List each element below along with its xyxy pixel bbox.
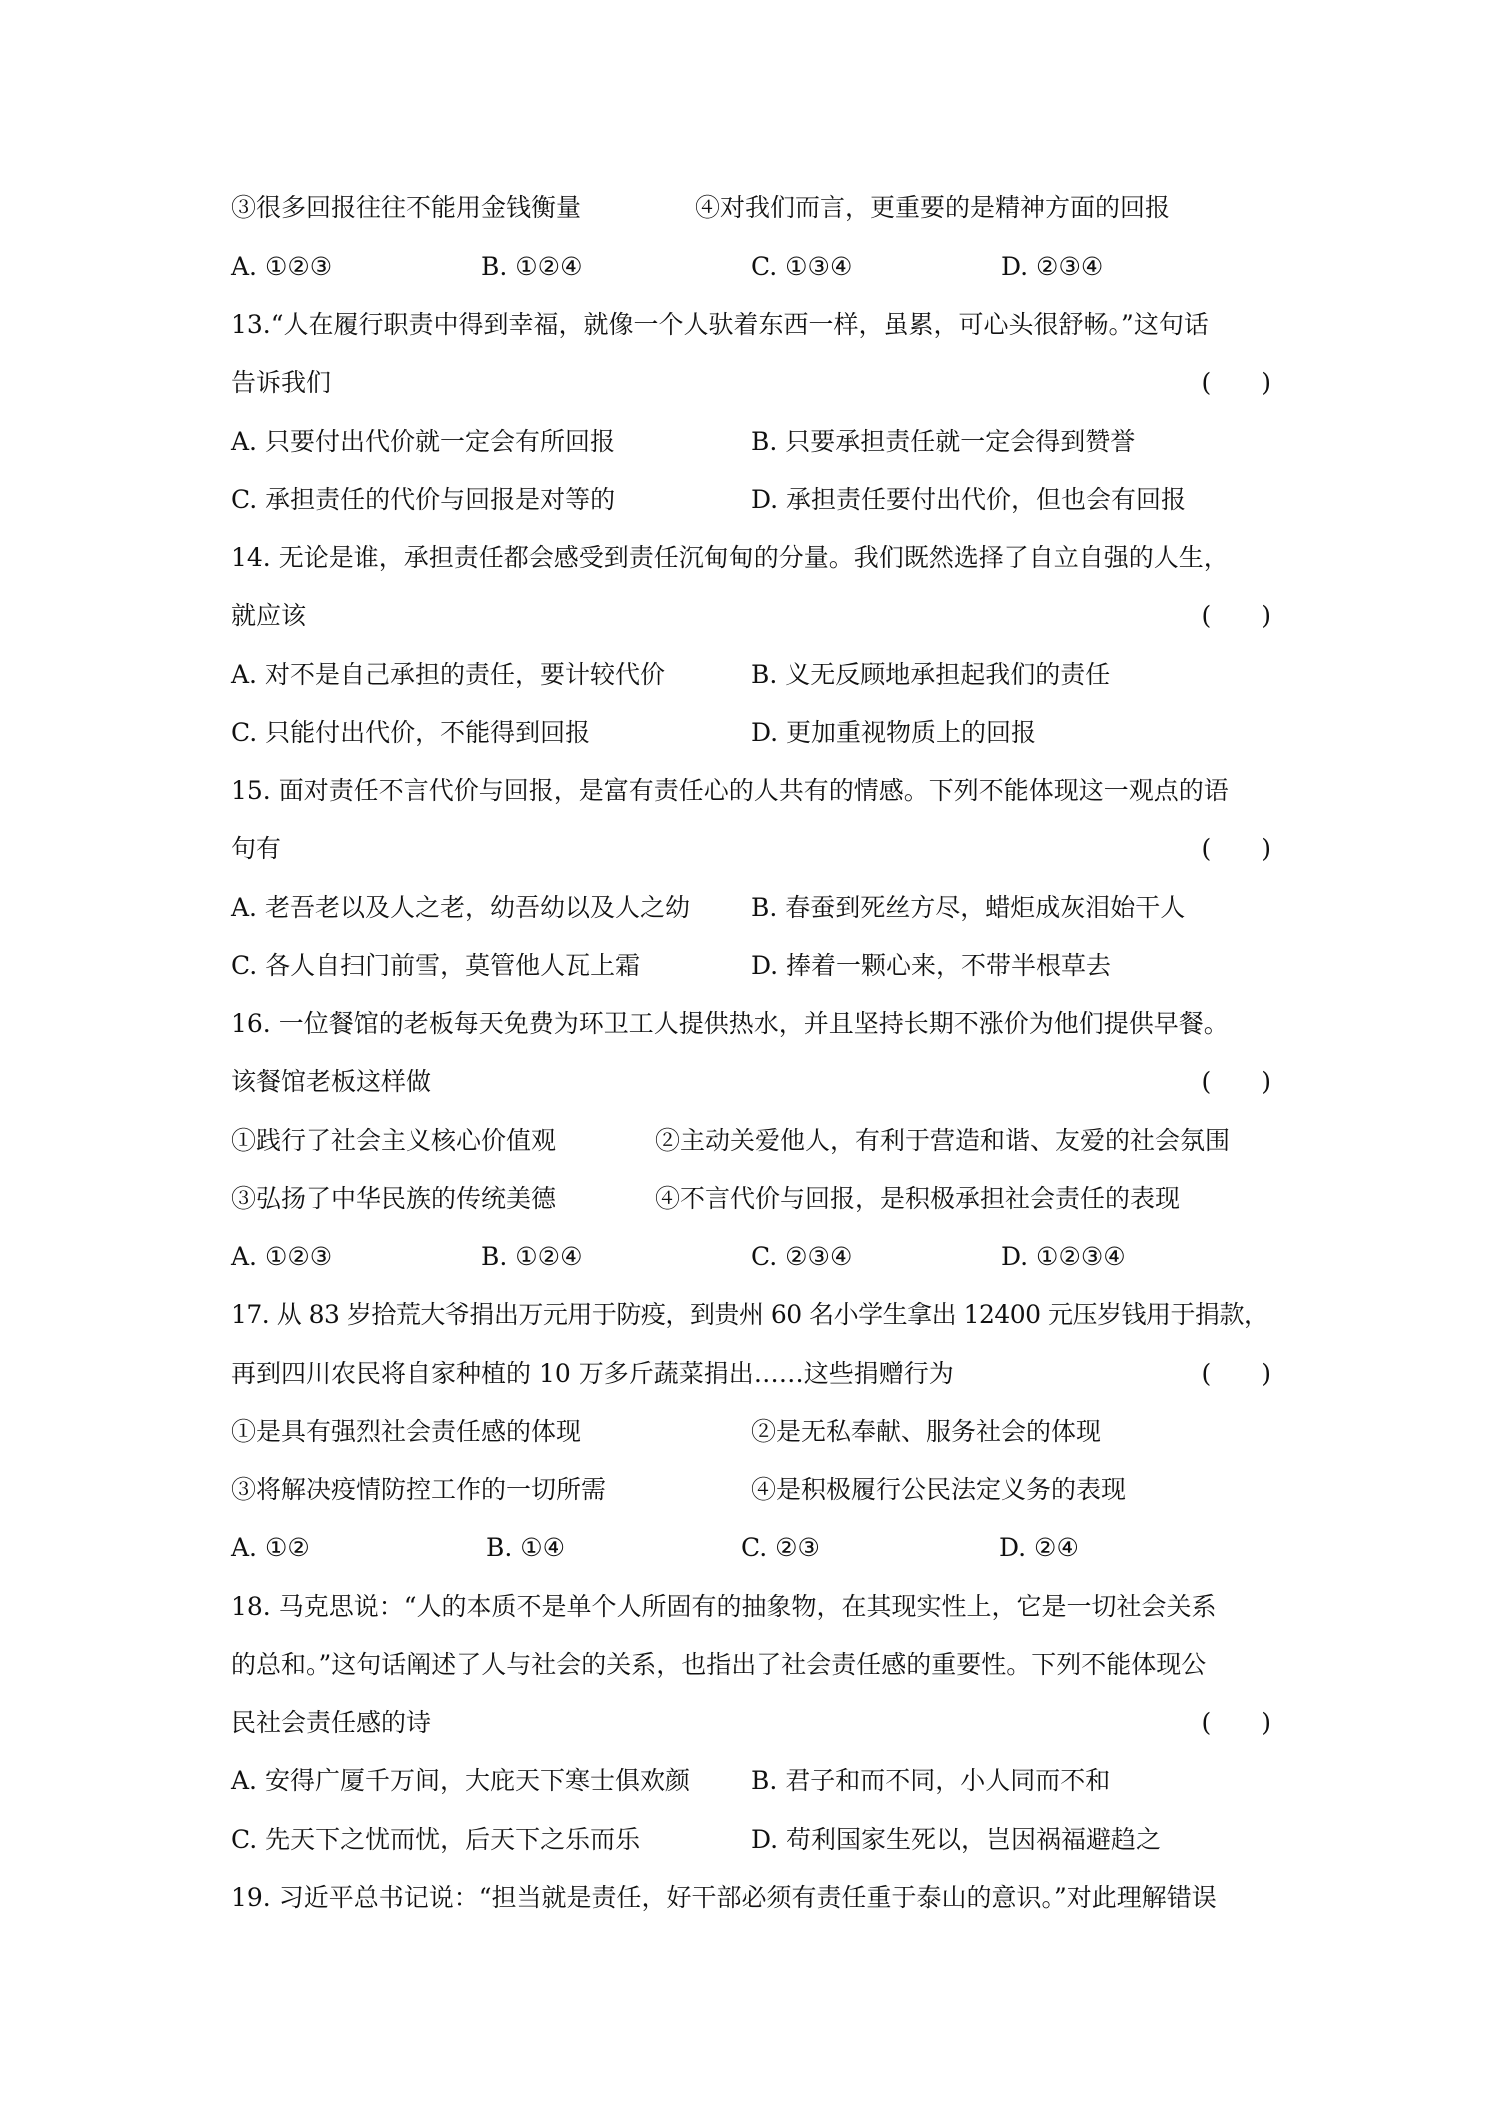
q18-option-d: D. 苟利国家生死以，岂因祸福避趋之: [751, 1825, 1162, 1854]
q17-options-row-1: [231, 1417, 1271, 1447]
q14-option-c: C. 只能付出代价，不能得到回报: [231, 718, 591, 747]
q15-stem-line-1: 15. 面对责任不言代价与回报，是富有责任心的人共有的情感。下列不能体现这一观点的语: [231, 776, 1229, 805]
q16-option-3: ③弘扬了中华民族的传统美德: [231, 1184, 557, 1213]
q16-stem-line-2: 该餐馆老板这样做 ( ): [231, 1067, 1271, 1096]
q17-stem-line-1: 17. 从 83 岁拾荒大爷捐出万元用于防疫，到贵州 60 名小学生拿出 12400 元压岁钱用于捐款，: [231, 1300, 1269, 1329]
q14-options-row-2: [231, 718, 1271, 748]
q17-stem-line-2: 再到四川农民将自家种植的 10 万多斤蔬菜捐出……这些捐赠行为 ( ): [231, 1359, 1271, 1388]
q13-option-a: A. 只要付出代价就一定会有所回报: [231, 427, 615, 456]
q12-options-row-2: [231, 193, 1271, 223]
q17-option-1: ①是具有强烈社会责任感的体现: [231, 1417, 582, 1446]
q14-option-d: D. 更加重视物质上的回报: [751, 718, 1037, 747]
q18-option-c: C. 先天下之忧而忧，后天下之乐而乐: [231, 1825, 641, 1854]
q12-choices: [231, 252, 1271, 282]
q18-options-row-1: [231, 1766, 1271, 1796]
q14-options-row-1: [231, 660, 1271, 690]
q16-choice-a: A. ①②③: [231, 1242, 333, 1271]
q14-stem-line-2: 就应该 ( ): [231, 601, 1271, 630]
q16-option-1: ①践行了社会主义核心价值观: [231, 1126, 557, 1155]
answer-paren: ( ): [1201, 368, 1271, 397]
q12-choice-a: A. ①②③: [231, 252, 333, 281]
q13-option-d: D. 承担责任要付出代价，但也会有回报: [751, 485, 1187, 514]
q13-stem-line-2: 告诉我们 ( ): [231, 368, 1271, 397]
q12-choice-b: B. ①②④: [481, 252, 583, 281]
q16-options-row-2: [231, 1184, 1271, 1214]
q17-option-3: ③将解决疫情防控工作的一切所需: [231, 1475, 607, 1504]
q15-option-b: B. 春蚕到死丝方尽，蜡炬成灰泪始干人: [751, 893, 1186, 922]
q18-options-row-2: [231, 1825, 1271, 1855]
q16-option-2: ②主动关爱他人，有利于营造和谐、友爱的社会氛围: [655, 1126, 1231, 1155]
q17-choice-b: B. ①④: [486, 1533, 566, 1562]
q19-stem-line-1: 19. 习近平总书记说：“担当就是责任，好干部必须有责任重于泰山的意识。”对此理解错误: [231, 1883, 1217, 1912]
q14-option-b: B. 义无反顾地承担起我们的责任: [751, 660, 1111, 689]
answer-paren: ( ): [1201, 834, 1271, 863]
q12-option-4: ④对我们而言，更重要的是精神方面的回报: [695, 193, 1171, 222]
q15-option-a: A. 老吾老以及人之老，幼吾幼以及人之幼: [231, 893, 690, 922]
q13-option-b: B. 只要承担责任就一定会得到赞誉: [751, 427, 1136, 456]
q14-option-a: A. 对不是自己承担的责任，要计较代价: [231, 660, 665, 689]
q16-stem-line-1: 16. 一位餐馆的老板每天免费为环卫工人提供热水，并且坚持长期不涨价为他们提供早餐。: [231, 1009, 1229, 1038]
q12-choice-c: C. ①③④: [751, 252, 853, 281]
q17-option-2: ②是无私奉献、服务社会的体现: [751, 1417, 1102, 1446]
q14-stem-line-1: 14. 无论是谁，承担责任都会感受到责任沉甸甸的分量。我们既然选择了自立自强的人生，: [231, 543, 1229, 572]
answer-paren: ( ): [1201, 1708, 1271, 1737]
q13-stem-line-1: 13.“人在履行职责中得到幸福，就像一个人驮着东西一样，虽累，可心头很舒畅。”这句话: [231, 310, 1209, 339]
q12-option-3: ③很多回报往往不能用金钱衡量: [231, 193, 582, 222]
q15-option-c: C. 各人自扫门前雪，莫管他人瓦上霜: [231, 951, 641, 980]
q18-option-a: A. 安得广厦千万间，大庇天下寒士俱欢颜: [231, 1766, 690, 1795]
q12-choice-d: D. ②③④: [1001, 252, 1104, 281]
q13-options-row-1: [231, 427, 1271, 457]
answer-paren: ( ): [1201, 1067, 1271, 1096]
answer-paren: ( ): [1201, 601, 1271, 630]
q15-options-row-1: [231, 893, 1271, 923]
q17-choice-c: C. ②③: [741, 1533, 820, 1562]
answer-paren: ( ): [1201, 1359, 1271, 1388]
q17-choice-d: D. ②④: [999, 1533, 1079, 1562]
q18-stem-line-3: 民社会责任感的诗 ( ): [231, 1708, 1271, 1737]
q15-options-row-2: [231, 951, 1271, 981]
q13-option-c: C. 承担责任的代价与回报是对等的: [231, 485, 616, 514]
q18-stem-line-1: 18. 马克思说：“人的本质不是单个人所固有的抽象物，在其现实性上，它是一切社会关系: [231, 1592, 1217, 1621]
q16-option-4: ④不言代价与回报，是积极承担社会责任的表现: [655, 1184, 1181, 1213]
q16-options-row-1: [231, 1126, 1271, 1156]
q13-options-row-2: [231, 485, 1271, 515]
q15-stem-line-2: 句有 ( ): [231, 834, 1271, 863]
q16-choice-b: B. ①②④: [481, 1242, 583, 1271]
q17-option-4: ④是积极履行公民法定义务的表现: [751, 1475, 1127, 1504]
q17-choices: [231, 1533, 1271, 1563]
q16-choices: [231, 1242, 1271, 1272]
q17-options-row-2: [231, 1475, 1271, 1505]
q17-choice-a: A. ①②: [231, 1533, 310, 1562]
q18-stem-line-2: 的总和。”这句话阐述了人与社会的关系，也指出了社会责任感的重要性。下列不能体现公: [231, 1650, 1207, 1679]
q15-option-d: D. 捧着一颗心来，不带半根草去: [751, 951, 1112, 980]
q16-choice-d: D. ①②③④: [1001, 1242, 1126, 1271]
q16-choice-c: C. ②③④: [751, 1242, 853, 1271]
q18-option-b: B. 君子和而不同，小人同而不和: [751, 1766, 1111, 1795]
